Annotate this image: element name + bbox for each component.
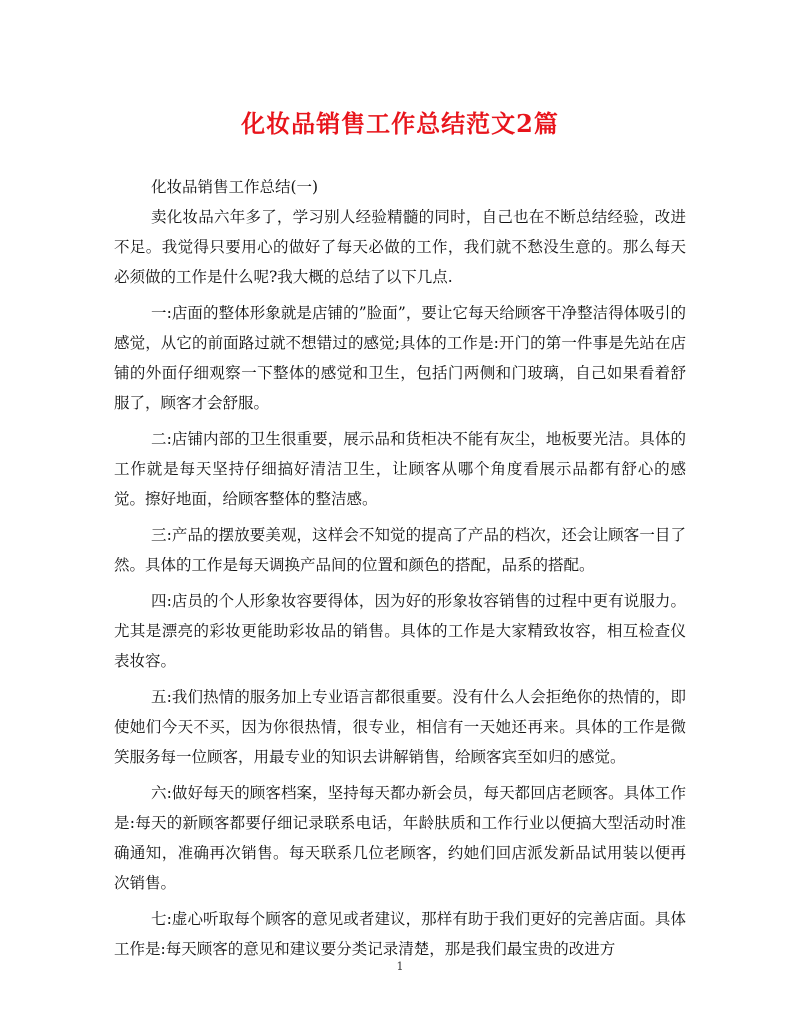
paragraph-point-6: 六:做好每天的顾客档案，坚持每天都办新会员，每天都回店老顾客。具体工作是:每天的新顾客都要仔细记录联系电话，年龄肤质和工作行业以便搞大型活动时准确通知，准确再次销售。每天联系几位老顾客，约她们回店派发新品试用装以便再次销售。 <box>114 784 686 892</box>
section-subtitle: 化妆品销售工作总结(一) <box>151 178 319 196</box>
page-number: 1 <box>396 960 404 973</box>
document-body <box>114 172 686 970</box>
paragraph-intro: 卖化妆品六年多了，学习别人经验精髓的同时，自己也在不断总结经验，改进不足。我觉得只要用心的做好了每天必做的工作，我们就不愁没生意的。那么每天必须做的工作是什么呢?我大概的总结了以下几点. <box>114 208 686 286</box>
paragraph-point-1: 一:店面的整体形象就是店铺的”脸面”，要让它每天给顾客干净整洁得体吸引的感觉，从它的前面路过就不想错过的感觉;具体的工作是:开门的第一件事是先站在店铺的外面仔细观察一下整体的感觉和卫生，包括门两侧和门玻璃，自己如果看着舒服了，顾客才会舒服。 <box>114 304 686 412</box>
paragraph-point-7: 七:虚心听取每个顾客的意见或者建议，那样有助于我们更好的完善店面。具体工作是:每天顾客的意见和建议要分类记录清楚，那是我们最宝贵的改进方 <box>114 910 686 958</box>
paragraph-point-5: 五:我们热情的服务加上专业语言都很重要。没有什么人会拒绝你的热情的，即使她们今天不买，因为你很热情，很专业，相信有一天她还再来。具体的工作是微笑服务每一位顾客，用最专业的知识去讲解销售，给顾客宾至如归的感觉。 <box>114 688 686 766</box>
paragraph-point-3: 三:产品的摆放要美观，这样会不知觉的提高了产品的档次，还会让顾客一目了然。具体的工作是每天调换产品间的位置和颜色的搭配，品系的搭配。 <box>114 526 686 574</box>
document-title: 化妆品销售工作总结范文2篇 <box>241 109 559 138</box>
paragraph-point-4: 四:店员的个人形象妆容要得体，因为好的形象妆容销售的过程中更有说服力。尤其是漂亮的彩妆更能助彩妆品的销售。具体的工作是大家精致妆容，相互检查仪表妆容。 <box>114 592 686 670</box>
paragraph-point-2: 二:店铺内部的卫生很重要，展示品和货柜决不能有灰尘，地板要光洁。具体的工作就是每天坚持仔细搞好清洁卫生，让顾客从哪个角度看展示品都有舒心的感觉。擦好地面，给顾客整体的整洁感。 <box>114 430 686 508</box>
